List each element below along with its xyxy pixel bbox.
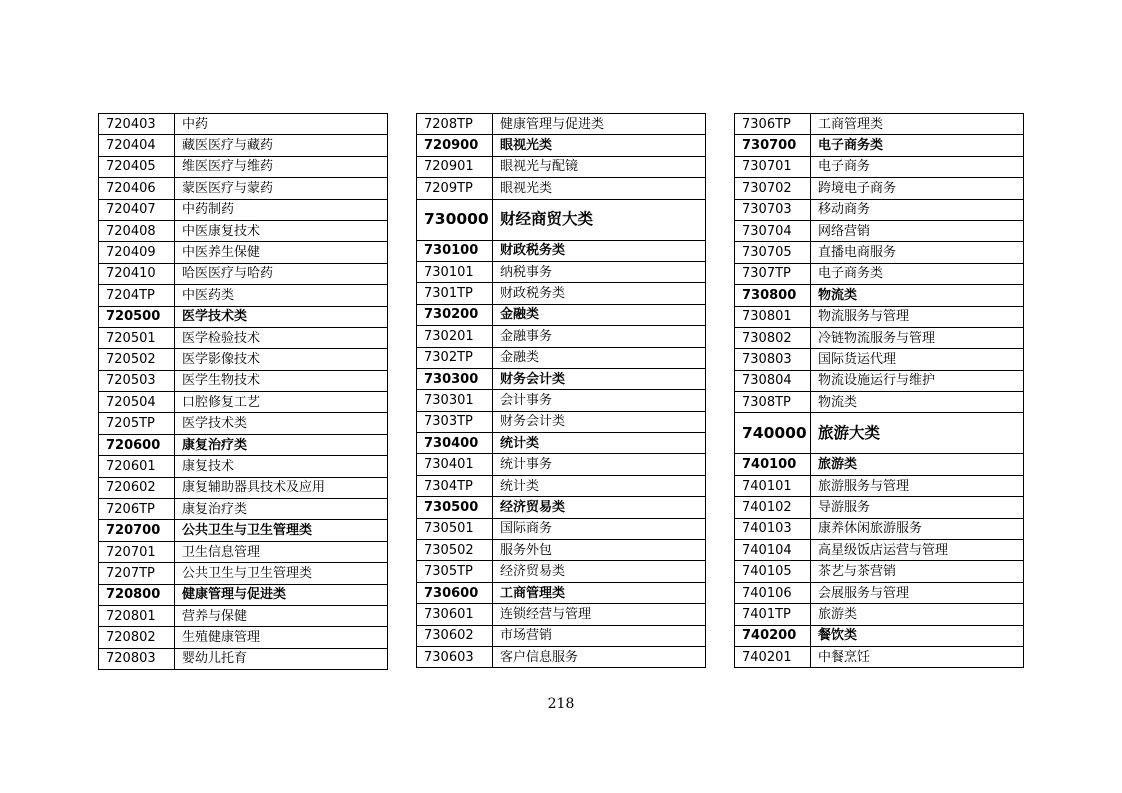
major-row (417, 114, 706, 135)
major-row (99, 349, 388, 370)
major-name: 中餐烹饪 (811, 646, 1024, 667)
major-code: 730603 (417, 646, 493, 667)
major-code: 7207TP (99, 563, 175, 584)
major-name: 导游服务 (811, 497, 1024, 518)
major-code: 720410 (99, 263, 175, 284)
category-row (735, 413, 1024, 454)
subcategory-row (417, 135, 706, 156)
major-name: 医学检验技术 (175, 327, 388, 348)
subcategory-row (417, 240, 706, 261)
major-name: 连锁经营与管理 (493, 604, 706, 625)
major-name: 旅游类 (811, 454, 1024, 475)
major-name: 金融事务 (493, 326, 706, 347)
major-code: 720405 (99, 156, 175, 177)
major-name: 直播电商服务 (811, 242, 1024, 263)
major-name: 中药 (175, 114, 388, 135)
major-code: 730802 (735, 327, 811, 348)
major-code: 730602 (417, 625, 493, 646)
major-code: 720407 (99, 199, 175, 220)
major-name: 健康管理与促进类 (493, 114, 706, 135)
major-name: 蒙医医疗与蒙药 (175, 178, 388, 199)
major-name: 康养休闲旅游服务 (811, 518, 1024, 539)
major-name: 电子商务类 (811, 263, 1024, 284)
major-code: 720700 (99, 520, 175, 541)
major-name: 经济贸易类 (493, 497, 706, 518)
major-code: 720800 (99, 584, 175, 605)
major-name: 物流类 (811, 392, 1024, 413)
major-code: 730501 (417, 518, 493, 539)
major-table-left (98, 113, 388, 670)
major-row (417, 540, 706, 561)
major-code: 730704 (735, 220, 811, 241)
major-name: 电子商务 (811, 156, 1024, 177)
major-row (735, 582, 1024, 603)
major-row (417, 178, 706, 199)
major-row (735, 561, 1024, 582)
major-code: 730705 (735, 242, 811, 263)
major-code: 720502 (99, 349, 175, 370)
major-row (417, 604, 706, 625)
major-name: 旅游服务与管理 (811, 475, 1024, 496)
major-name: 经济贸易类 (493, 561, 706, 582)
major-code: 7204TP (99, 285, 175, 306)
major-name: 会计事务 (493, 390, 706, 411)
major-row (417, 646, 706, 667)
major-name: 物流类 (811, 285, 1024, 306)
major-row (735, 178, 1024, 199)
major-name: 生殖健康管理 (175, 627, 388, 648)
major-code: 720600 (99, 434, 175, 455)
major-row (99, 242, 388, 263)
major-row (99, 199, 388, 220)
major-row (735, 242, 1024, 263)
major-code: 740000 (735, 413, 811, 454)
major-code: 730502 (417, 540, 493, 561)
major-code: 730703 (735, 199, 811, 220)
major-code: 740102 (735, 497, 811, 518)
major-name: 营养与保健 (175, 605, 388, 626)
major-code: 7303TP (417, 411, 493, 432)
major-row (99, 477, 388, 498)
major-code: 730803 (735, 349, 811, 370)
major-code: 730702 (735, 178, 811, 199)
category-row (417, 199, 706, 240)
major-code: 7206TP (99, 499, 175, 520)
major-name: 客户信息服务 (493, 646, 706, 667)
major-code: 730101 (417, 261, 493, 282)
major-row (99, 156, 388, 177)
major-name: 工商管理类 (811, 114, 1024, 135)
major-code: 720802 (99, 627, 175, 648)
major-name: 财务会计类 (493, 368, 706, 389)
major-row (735, 220, 1024, 241)
major-row (735, 263, 1024, 284)
subcategory-row (99, 584, 388, 605)
major-code: 730500 (417, 497, 493, 518)
major-code: 720601 (99, 456, 175, 477)
major-row (99, 263, 388, 284)
major-name: 旅游大类 (811, 413, 1024, 454)
major-code: 7306TP (735, 114, 811, 135)
major-code: 720503 (99, 370, 175, 391)
major-code: 740104 (735, 540, 811, 561)
major-name: 会展服务与管理 (811, 582, 1024, 603)
major-row (99, 541, 388, 562)
major-row (99, 563, 388, 584)
major-name: 口腔修复工艺 (175, 392, 388, 413)
major-code: 720504 (99, 392, 175, 413)
major-name: 统计类 (493, 433, 706, 454)
major-name: 财经商贸大类 (493, 199, 706, 240)
major-row (417, 561, 706, 582)
major-name: 财政税务类 (493, 240, 706, 261)
major-code: 720408 (99, 220, 175, 241)
major-name: 金融类 (493, 304, 706, 325)
major-code: 7302TP (417, 347, 493, 368)
major-row (417, 454, 706, 475)
major-name: 哈医医疗与哈药 (175, 263, 388, 284)
major-code: 730701 (735, 156, 811, 177)
major-row (735, 475, 1024, 496)
major-name: 医学影像技术 (175, 349, 388, 370)
major-code: 7401TP (735, 604, 811, 625)
subcategory-row (417, 368, 706, 389)
major-name: 医学技术类 (175, 306, 388, 327)
major-name: 财务会计类 (493, 411, 706, 432)
major-code: 720500 (99, 306, 175, 327)
major-code: 740105 (735, 561, 811, 582)
major-row (99, 648, 388, 669)
major-code: 7205TP (99, 413, 175, 434)
major-row (417, 625, 706, 646)
major-code: 720801 (99, 605, 175, 626)
major-code: 720900 (417, 135, 493, 156)
major-name: 旅游类 (811, 604, 1024, 625)
subcategory-row (735, 625, 1024, 646)
major-code: 7301TP (417, 283, 493, 304)
major-code: 730201 (417, 326, 493, 347)
major-row (99, 178, 388, 199)
major-row (417, 283, 706, 304)
major-name: 电子商务类 (811, 135, 1024, 156)
major-name: 卫生信息管理 (175, 541, 388, 562)
major-row (99, 285, 388, 306)
major-code: 730100 (417, 240, 493, 261)
major-row (735, 540, 1024, 561)
subcategory-row (417, 497, 706, 518)
major-row (417, 411, 706, 432)
major-name: 餐饮类 (811, 625, 1024, 646)
page-number: 218 (547, 696, 575, 712)
major-code: 730000 (417, 199, 493, 240)
major-row (417, 326, 706, 347)
major-row (735, 349, 1024, 370)
subcategory-row (735, 454, 1024, 475)
major-row (417, 518, 706, 539)
major-code: 740101 (735, 475, 811, 496)
subcategory-row (735, 285, 1024, 306)
major-code: 720406 (99, 178, 175, 199)
major-code: 720403 (99, 114, 175, 135)
major-code: 740201 (735, 646, 811, 667)
major-code: 730601 (417, 604, 493, 625)
major-name: 康复治疗类 (175, 434, 388, 455)
major-name: 统计类 (493, 475, 706, 496)
major-name: 中药制药 (175, 199, 388, 220)
major-row (417, 347, 706, 368)
subcategory-row (99, 306, 388, 327)
major-code: 730700 (735, 135, 811, 156)
major-name: 物流设施运行与维护 (811, 370, 1024, 391)
major-row (735, 518, 1024, 539)
major-name: 医学技术类 (175, 413, 388, 434)
major-row (99, 413, 388, 434)
major-row (735, 392, 1024, 413)
major-name: 服务外包 (493, 540, 706, 561)
major-name: 藏医医疗与藏药 (175, 135, 388, 156)
major-name: 眼视光类 (493, 178, 706, 199)
major-table-right (734, 113, 1024, 668)
major-name: 公共卫生与卫生管理类 (175, 520, 388, 541)
major-code: 730401 (417, 454, 493, 475)
major-code: 7305TP (417, 561, 493, 582)
major-name: 康复技术 (175, 456, 388, 477)
major-row (735, 497, 1024, 518)
major-name: 市场营销 (493, 625, 706, 646)
major-code: 730600 (417, 582, 493, 603)
major-row (99, 114, 388, 135)
major-row (99, 370, 388, 391)
major-code: 720803 (99, 648, 175, 669)
major-row (99, 499, 388, 520)
subcategory-row (99, 434, 388, 455)
major-name: 网络营销 (811, 220, 1024, 241)
major-name: 茶艺与茶营销 (811, 561, 1024, 582)
major-row (417, 156, 706, 177)
major-row (735, 370, 1024, 391)
major-row (99, 456, 388, 477)
major-row (417, 390, 706, 411)
major-name: 康复辅助器具技术及应用 (175, 477, 388, 498)
major-name: 眼视光类 (493, 135, 706, 156)
major-row (99, 327, 388, 348)
major-code: 7308TP (735, 392, 811, 413)
major-code: 730400 (417, 433, 493, 454)
major-row (735, 306, 1024, 327)
major-row (735, 604, 1024, 625)
major-row (99, 220, 388, 241)
major-row (735, 114, 1024, 135)
major-name: 眼视光与配镜 (493, 156, 706, 177)
major-code: 720602 (99, 477, 175, 498)
major-code: 720404 (99, 135, 175, 156)
major-name: 维医医疗与维药 (175, 156, 388, 177)
major-table-middle (416, 113, 706, 668)
major-row (735, 156, 1024, 177)
major-name: 冷链物流服务与管理 (811, 327, 1024, 348)
subcategory-row (417, 304, 706, 325)
major-name: 移动商务 (811, 199, 1024, 220)
major-name: 财政税务类 (493, 283, 706, 304)
major-row (735, 199, 1024, 220)
major-row (99, 135, 388, 156)
major-code: 730301 (417, 390, 493, 411)
major-code: 740103 (735, 518, 811, 539)
major-name: 婴幼儿托育 (175, 648, 388, 669)
major-code: 720901 (417, 156, 493, 177)
subcategory-row (99, 520, 388, 541)
major-name: 纳税事务 (493, 261, 706, 282)
major-code: 730300 (417, 368, 493, 389)
subcategory-row (735, 135, 1024, 156)
major-name: 金融类 (493, 347, 706, 368)
major-code: 720701 (99, 541, 175, 562)
major-name: 物流服务与管理 (811, 306, 1024, 327)
major-name: 国际商务 (493, 518, 706, 539)
major-code: 730801 (735, 306, 811, 327)
major-row (99, 627, 388, 648)
major-code: 7209TP (417, 178, 493, 199)
major-name: 康复治疗类 (175, 499, 388, 520)
major-row (735, 327, 1024, 348)
major-code: 730800 (735, 285, 811, 306)
major-name: 高星级饭店运营与管理 (811, 540, 1024, 561)
major-name: 医学生物技术 (175, 370, 388, 391)
major-name: 中医养生保健 (175, 242, 388, 263)
major-code: 740200 (735, 625, 811, 646)
major-code: 720409 (99, 242, 175, 263)
major-code: 7307TP (735, 263, 811, 284)
major-name: 统计事务 (493, 454, 706, 475)
major-row (417, 261, 706, 282)
major-code: 730200 (417, 304, 493, 325)
subcategory-row (417, 582, 706, 603)
major-code: 740106 (735, 582, 811, 603)
major-name: 中医药类 (175, 285, 388, 306)
major-name: 公共卫生与卫生管理类 (175, 563, 388, 584)
major-row (417, 475, 706, 496)
major-row (99, 605, 388, 626)
major-name: 跨境电子商务 (811, 178, 1024, 199)
major-name: 中医康复技术 (175, 220, 388, 241)
major-name: 健康管理与促进类 (175, 584, 388, 605)
major-code: 740100 (735, 454, 811, 475)
major-code: 730804 (735, 370, 811, 391)
major-code: 720501 (99, 327, 175, 348)
major-row (735, 646, 1024, 667)
major-code: 7304TP (417, 475, 493, 496)
subcategory-row (417, 433, 706, 454)
major-row (99, 392, 388, 413)
major-name: 国际货运代理 (811, 349, 1024, 370)
major-name: 工商管理类 (493, 582, 706, 603)
major-code: 7208TP (417, 114, 493, 135)
